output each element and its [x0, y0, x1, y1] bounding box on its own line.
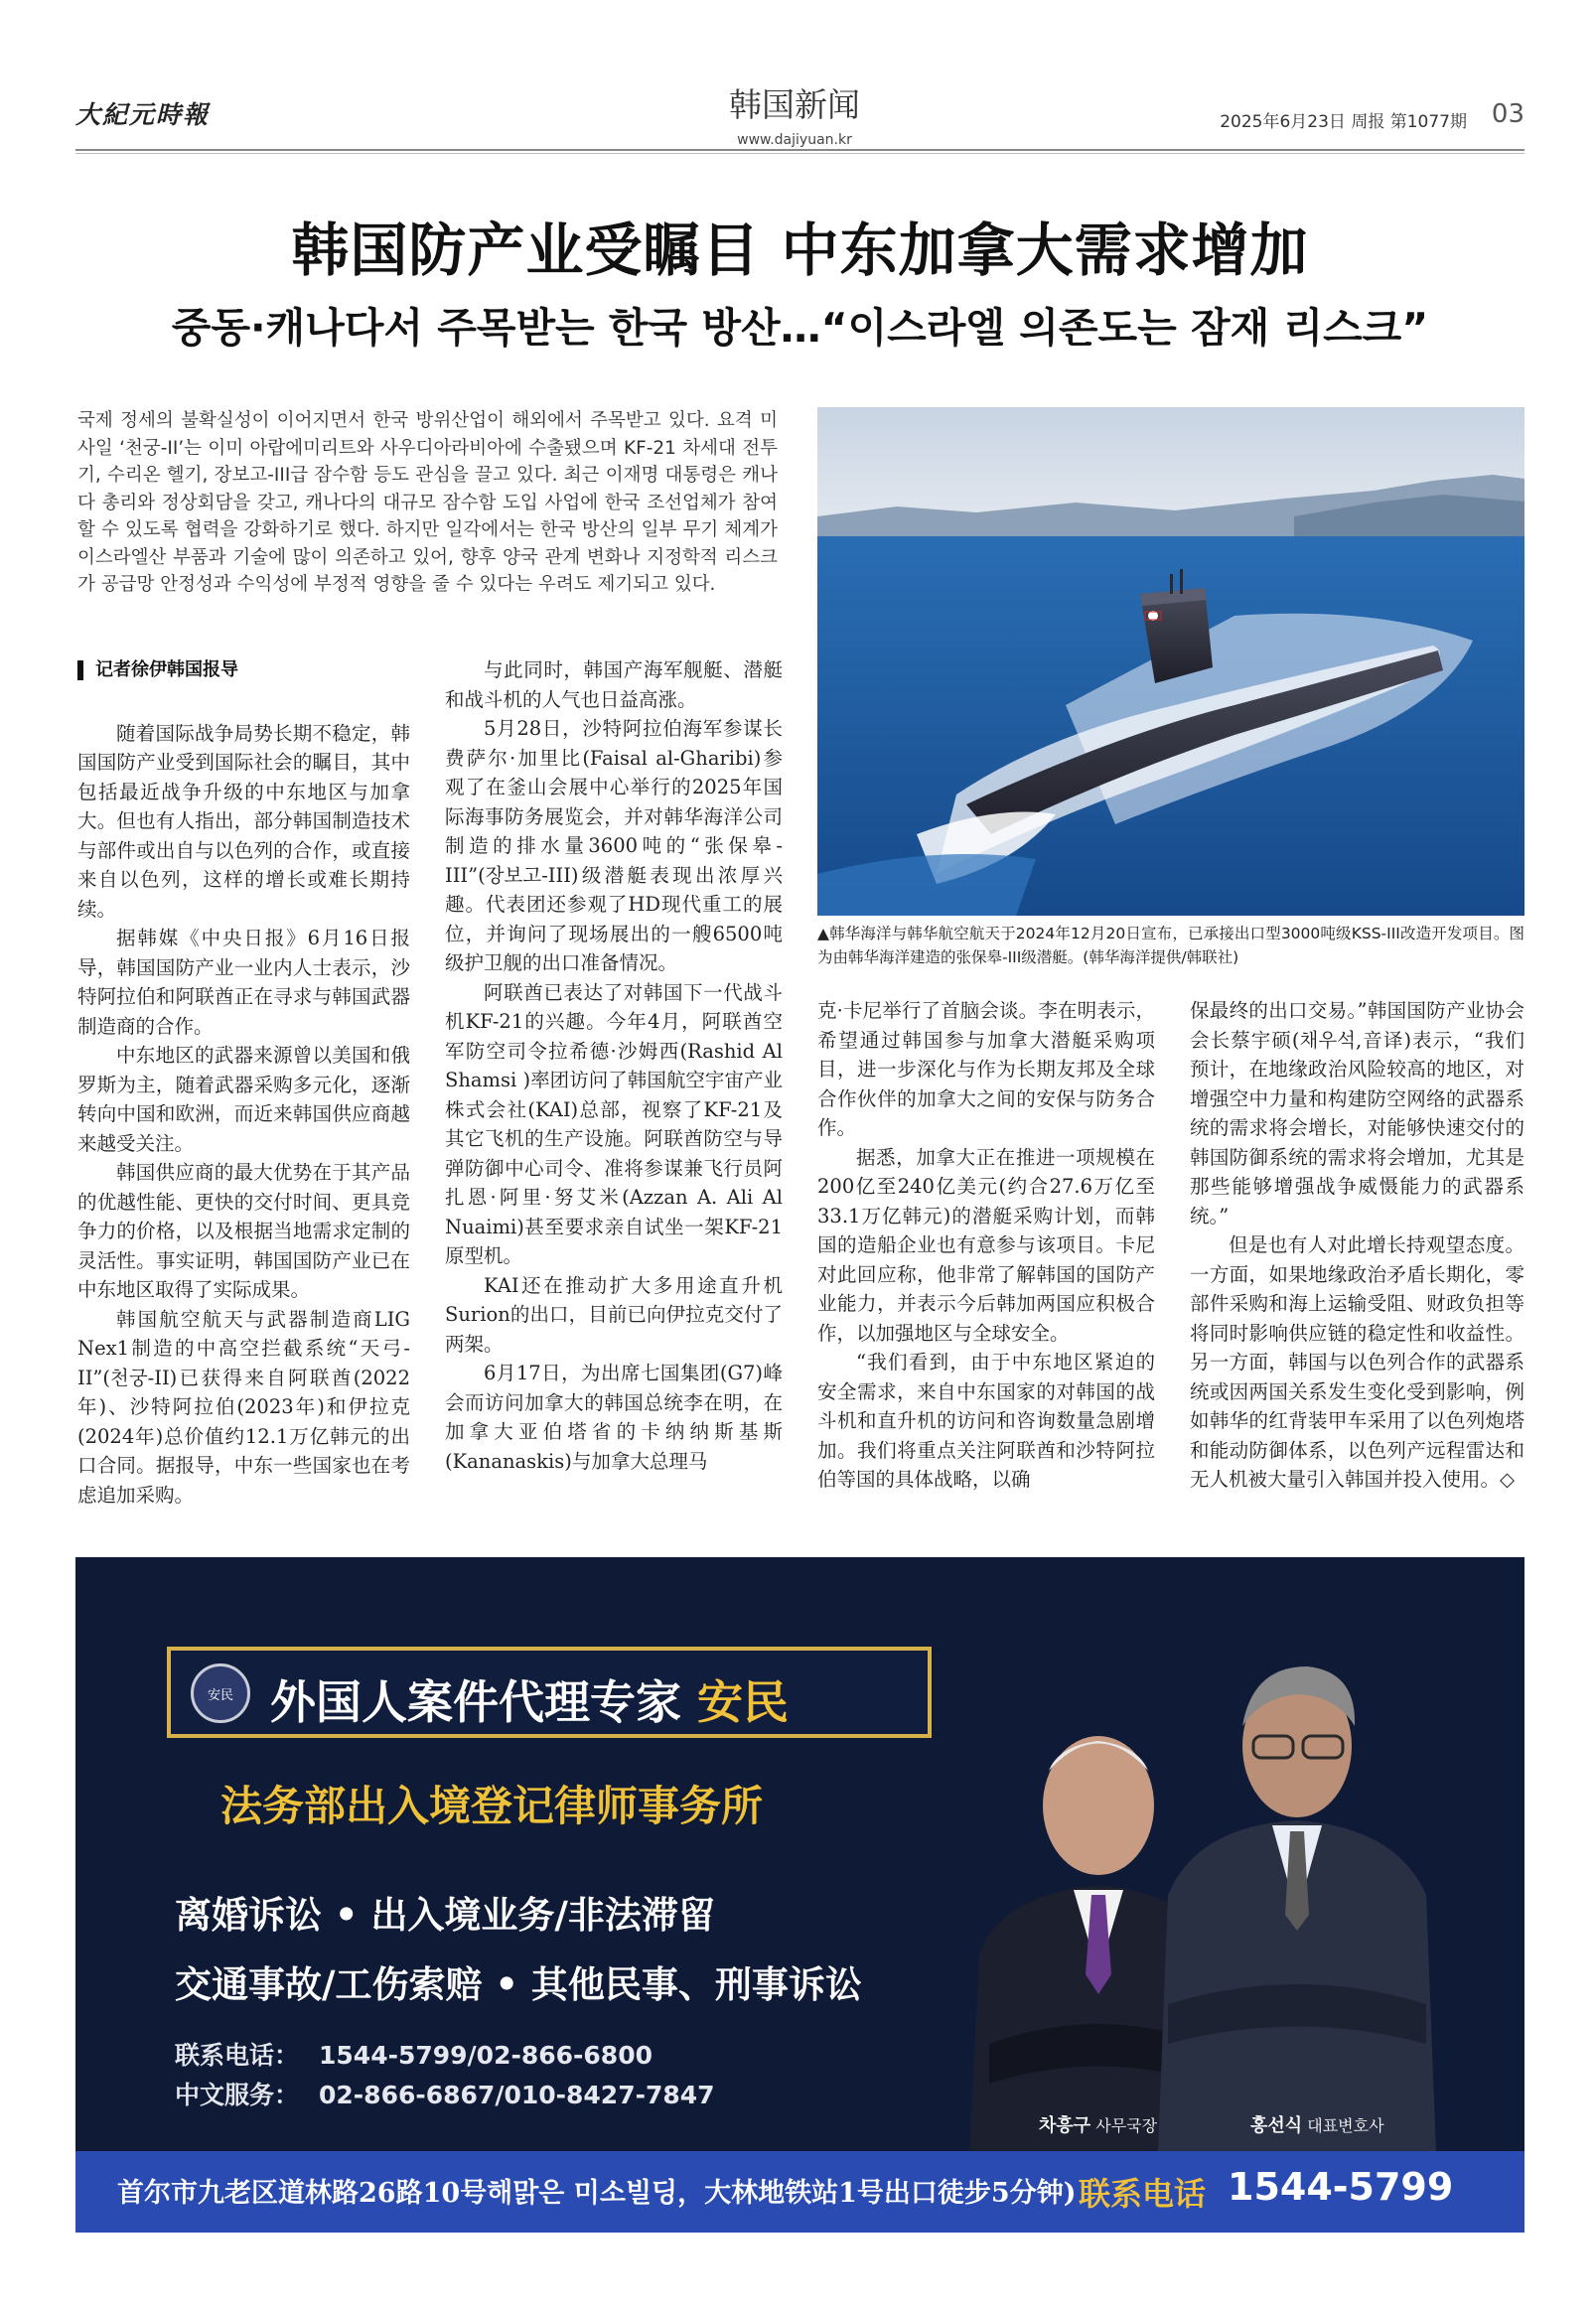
law-firm-seal-icon: 安民: [191, 1663, 250, 1723]
ad-person-2-caption: [1250, 2111, 1384, 2137]
ad-firm-name: 法务部出入境登记律师事务所: [220, 1782, 764, 1830]
paragraph: 据韩媒《中央日报》6月16日报导，韩国国防产业一业内人士表示，沙特阿拉伯和阿联酋正在寻求与韩国武器制造商的合作。: [77, 927, 410, 1038]
article-column-1: [77, 655, 410, 1510]
ad-contact-chinese: [175, 2076, 715, 2111]
paragraph: 随着国际战争局势长期不稳定，韩国国防产业受到国际社会的瞩目，其中包括最近战争升级的中东地区与加拿大。但也有人指出，部分韩国制造技术与部件或出自与以色列的合作，或直接来自以色列，这样的增长或难长期持续。: [77, 721, 410, 921]
header-rule: [75, 149, 1524, 151]
ad-phone-number[interactable]: 1544-5799: [1228, 2165, 1454, 2209]
ad-contact-chinese-value[interactable]: 02-866-6867/010-8427-7847: [319, 2081, 715, 2109]
ad-person-1-name: 차흥구: [1039, 2115, 1091, 2136]
ad-contact-phone: [175, 2036, 653, 2072]
paragraph: 韩国航空航天与武器制造商LIG Nex1制造的中高空拦截系统“天弓-II”(천궁-II)已获得来自阿联酋(2022年)、沙特阿拉伯(2023年)和伊拉克(2024年)总价值约12.1万亿韩元的出口合同。据报导，中东一些国家也在考虑追加采购。: [77, 1307, 410, 1507]
page-number: 03: [1491, 99, 1524, 129]
article-column-3: [817, 996, 1155, 1495]
article-subheadline: 중동·캐나다서 주목받는 한국 방산…“이스라엘 의존도는 잠재 리스크”: [171, 304, 1429, 352]
ad-person-2-title: 대표변호사: [1307, 2116, 1384, 2135]
paragraph: 6月17日，为出席七国集团(G7)峰会而访问加拿大的韩国总统李在明，在加拿大亚伯塔省的卡纳纳斯基斯(Kananaskis)与加拿大总理马: [445, 1362, 783, 1473]
lawyers-photo: [910, 1597, 1466, 2153]
person-2-figure: [1158, 1666, 1436, 2153]
article-lede: 국제 정세의 불확실성이 이어지면서 한국 방위산업이 해외에서 주목받고 있다. 요격 미사일 ‘천궁-II’는 이미 아랍에미리트와 사우디아라비아에 수출됐으며 KF-21 차세대 전투기, 수리온 헬기, 장보고-III급 잠수함 등도 관심을 끌고 있다. 최근 이재명 대통령은 캐나다 총리와 정상회담을 갖고, 캐나다의 대규모 잠수함 도입 사업에 한국 조선업체가 참여할 수 있도록 협력을 강화하기로 했다. 하지만 일각에서는 한국 방산의 일부 무기 체계가 이스라엘산 부품과 기술에 많이 의존하고 있어, 향후 양국 관계 변화나 지정학적 리스크가 공급망 안정성과 수익성에 부정적 영향을 줄 수 있다는 우려도 제기되고 있다.: [77, 410, 778, 595]
ad-contact-phone-label: 联系电话：: [175, 2041, 300, 2070]
paragraph: 5月28日，沙特阿拉伯海军参谋长费萨尔·加里比(Faisal al-Gharibi)参观了在釜山会展中心举行的2025年国际海事防务展览会，并对韩华海洋公司制造的排水量3600吨的“张保皋-III”(장보고-III)级潜艇表现出浓厚兴趣。代表团还参观了HD现代重工的展位，并询问了现场展出的一艘6500吨级护卫舰的出口准备情况。: [445, 717, 783, 974]
paragraph: “我们看到，由于中东地区紧迫的安全需求，来自中东国家的对韩国的战斗机和直升机的访问和咨询数量急剧增加。我们将重点关注阿联酋和沙特阿拉伯等国的具体战略，以确: [817, 1351, 1155, 1491]
header-rule-thin: [75, 153, 1524, 154]
ad-contact-chinese-label: 中文服务：: [175, 2081, 300, 2109]
ad-title-main: 外国人案件代理专家: [270, 1675, 698, 1729]
masthead-logo: 大紀元時報: [75, 100, 211, 129]
ad-phone-label: 联系电话: [1079, 2175, 1207, 2213]
article-headline: 韩国防产业受瞩目 中东加拿大需求增加: [291, 217, 1309, 284]
paragraph: KAI还在推动扩大多用途直升机Surion的出口，目前已向伊拉克交付了两架。: [445, 1273, 783, 1356]
site-url[interactable]: www.dajiyuan.kr: [737, 132, 852, 148]
ad-person-2-name: 홍선식: [1250, 2115, 1303, 2136]
paragraph: 中东地区的武器来源曾以美国和俄罗斯为主，随着武器采购多元化，逐渐转向中国和欧洲，而近来韩国供应商越来越受关注。: [77, 1044, 410, 1155]
byline: [77, 655, 410, 685]
ad-person-1-caption: [1039, 2111, 1157, 2137]
ad-title-box: [167, 1647, 932, 1738]
ad-person-1-title: 사무국장: [1095, 2116, 1158, 2135]
issue-info: 2025年6月23日 周报 第1077期: [1220, 112, 1467, 132]
ad-title-accent: 安民: [697, 1675, 790, 1729]
submarine-photo: [817, 407, 1524, 916]
paragraph: 保最终的出口交易。”韩国国防产业协会会长蔡宇硕(채우석,音译)表示，“我们预计，在地缘政治风险较高的地区，对增强空中力量和构建防空网络的武器系统的需求将会增长，对能够快速交付的韩国防御系统的需求将会增加，尤其是那些能够增强战争威慑能力的武器系统。”: [1190, 999, 1524, 1228]
paragraph: 阿联酋已表达了对韩国下一代战斗机KF-21的兴趣。今年4月，阿联酋空军防空司令拉希德·沙姆西(Rashid Al Shamsi )率团访问了韩国航空宇宙产业株式会社(KAI)总部，视察了KF-21及其它飞机的生产设施。阿联酋防空与导弹防御中心司令、准将参谋兼飞行员阿扎恩·阿里·努艾米(Azzan A. Ali Al Nuaimi)甚至要求亲自试坐一架KF-21原型机。: [445, 980, 783, 1267]
ad-services-line-1: 离婚诉讼 • 出入境业务/非法滞留: [175, 1894, 715, 1937]
paragraph: 但是也有人对此增长持观望态度。一方面，如果地缘政治矛盾长期化，零部件采购和海上运输受阻、财政负担等将同时影响供应链的稳定性和收益性。另一方面，韩国与以色列合作的武器系统或因两国关系发生变化受到影响，例如韩华的红背装甲车采用了以色列炮塔和能动防御体系，以色列产远程雷达和无人机被大量引入韩国并投入使用。◇: [1190, 1233, 1524, 1491]
law-firm-advertisement[interactable]: [75, 1557, 1524, 2233]
ad-address: 首尔市九老区道林路26路10号해맑은 미소빌딩，大林地铁站1号出口徒步5分钟): [117, 2178, 1077, 2209]
article-column-4: [1190, 996, 1524, 1495]
article-column-2: [445, 655, 783, 1476]
photo-caption: ▲韩华海洋与韩华航空航天于2024年12月20日宣布，已承接出口型3000吨级KSS-III改造开发项目。图为由韩华海洋建造的张保皋-III级潜艇。(韩华海洋提供/韩联社): [817, 925, 1524, 966]
section-title: 韩国新闻: [729, 85, 860, 124]
paragraph: 克·卡尼举行了首脑会谈。李在明表示，希望通过韩国参与加拿大潜艇采购项目，进一步深化与作为长期友邦及全球合作伙伴的加拿大之间的安保与防务合作。: [817, 999, 1155, 1139]
ad-services-line-2: 交通事故/工伤索赔 • 其他民事、刑事诉讼: [175, 1963, 862, 2006]
paragraph: 据悉，加拿大正在推进一项规模在200亿至240亿美元(约合27.6万亿至33.1万亿韩元)的潜艇采购计划，而韩国的造船企业也有意参与该项目。卡尼对此回应称，他非常了解韩国的国防产业能力，并表示今后韩加两国应积极合作，以加强地区与全球安全。: [817, 1145, 1155, 1345]
paragraph: 与此同时，韩国产海军舰艇、潜艇和战斗机的人气也日益高涨。: [445, 658, 783, 711]
ad-title: [270, 1666, 789, 1732]
ad-footer-bar: [75, 2151, 1524, 2233]
paragraph: 韩国供应商的最大优势在于其产品的优越性能、更快的交付时间、更具竞争力的价格，以及根据当地需求定制的灵活性。事实证明，韩国国防产业已在中东地区取得了实际成果。: [77, 1161, 410, 1301]
byline-marker: [77, 660, 83, 680]
ad-contact-phone-value[interactable]: 1544-5799/02-866-6800: [319, 2041, 653, 2070]
byline-text: 记者徐伊韩国报导: [95, 659, 238, 680]
